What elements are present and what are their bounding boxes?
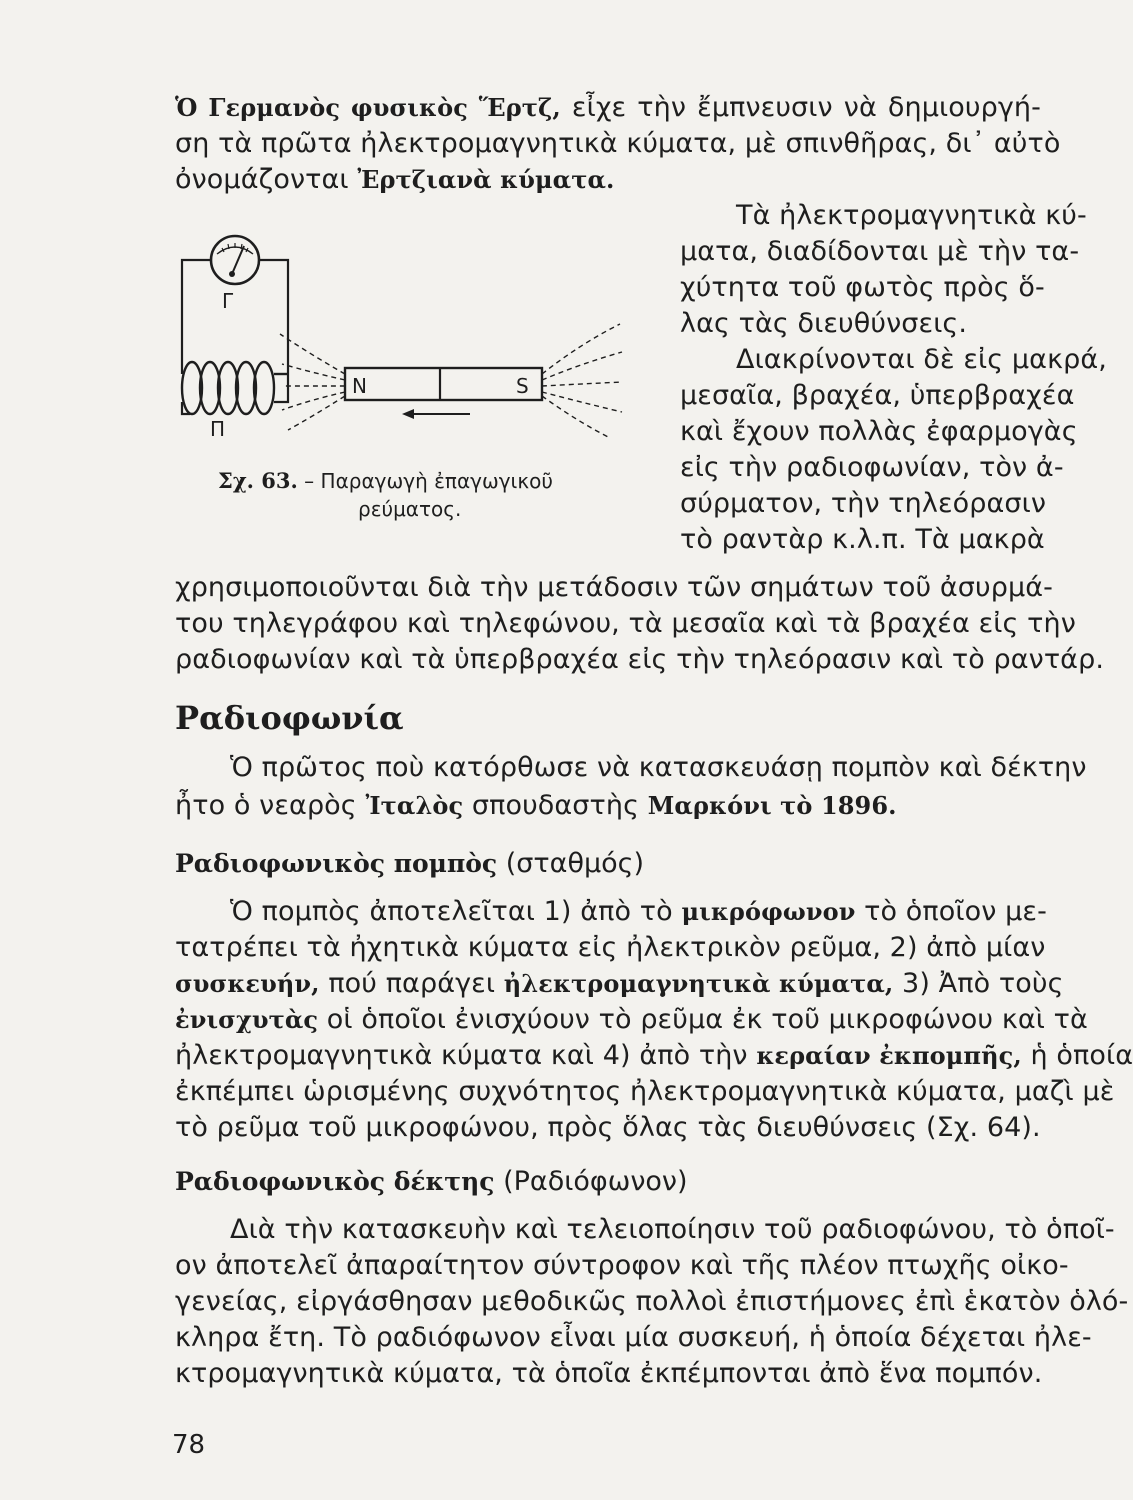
subsection-title-text: Ραδιοφωνικὸς πομπὸς [175, 849, 498, 878]
paragraph1-cont-line: ραδιοφωνίαν καὶ τὰ ὑπερβραχέα εἰς τὴν τηλεόρασιν καὶ τὸ ραντάρ. [175, 644, 1105, 675]
bold-phrase: Ἐρτζιανὰ κύματα. [357, 165, 615, 194]
text-run: ἦτο ὁ νεαρὸς [175, 790, 366, 821]
figure-caption-line2: ρεύματος. [358, 497, 462, 521]
paragraph3-line2: τατρέπει τὰ ἠχητικὰ κύματα εἰς ἠλεκτρικὸν ρεῦμα, 2) ἀπὸ μίαν [175, 932, 1046, 963]
text-run: ἡ ὁποία [1021, 1040, 1133, 1071]
bold-phrase: συσκευήν, [175, 969, 320, 998]
caption-label: Σχ. 63. [218, 468, 298, 493]
text-run: ἠλεκτρομαγνητικὰ κύματα καὶ 4) ἀπὸ τὴν [175, 1040, 757, 1071]
right-column-line: Διακρίνονται δὲ εἰς μακρά, [736, 344, 1107, 375]
subsection-title-receiver [175, 1164, 688, 1200]
magnet-north-label: Ν [352, 374, 367, 398]
galvanometer-icon [211, 236, 259, 284]
paragraph3-line6: ἐκπέμπει ὡρισμένης συχνότητος ἠλεκτρομαγνητικὰ κύματα, μαζὶ μὲ [175, 1076, 1115, 1107]
text-run: ὀνομάζονται [175, 164, 358, 195]
right-column-line: χύτητα τοῦ φωτὸς πρὸς ὅ- [680, 272, 1045, 303]
section-title: Ραδιοφωνία [175, 699, 404, 737]
figure-induction-diagram [170, 224, 650, 454]
paragraph3-line1 [230, 894, 1047, 930]
paragraph4-line: γενείας, εἰργάσθησαν μεθοδικῶς πολλοὶ ἐπιστήμονες ἐπὶ ἑκατὸν ὁλό- [175, 1286, 1129, 1317]
arrow-left-icon [402, 409, 470, 419]
right-column-line: καὶ ἔχουν πολλὰς ἐφαρμογὰς [680, 416, 1078, 447]
right-column-line: λας τὰς διευθύνσεις. [680, 308, 968, 339]
bold-phrase: κεραίαν ἐκπομπῆς, [756, 1041, 1022, 1070]
bold-phrase: ἠλεκτρομαγνητικὰ κύματα, [503, 969, 894, 998]
right-column-line: μεσαῖα, βραχέα, ὑπερβραχέα [680, 380, 1075, 411]
paragraph3-line4 [175, 1002, 1088, 1038]
subsection-title-text: Ραδιοφωνικὸς δέκτης [175, 1167, 495, 1196]
right-column-line: ματα, διαδίδονται μὲ τὴν τα- [680, 236, 1080, 267]
right-column-line: εἰς τὴν ραδιοφωνίαν, τὸν ἀ- [680, 452, 1064, 483]
figure-caption [218, 468, 553, 494]
paragraph2-line2 [175, 788, 897, 824]
page-number: 78 [172, 1430, 206, 1460]
paragraph1-cont-line: του τηλεγράφου καὶ τηλεφώνου, τὰ μεσαῖα καὶ τὰ βραχέα εἰς τὴν [175, 608, 1076, 639]
text-run: 3) Ἀπὸ τοὺς [893, 968, 1064, 999]
paragraph1-line2: ση τὰ πρῶτα ἠλεκτρομαγνητικὰ κύματα, μὲ σπινθῆρας, δι᾽ αὐτὸ [175, 128, 1061, 159]
paragraph3-line7: τὸ ρεῦμα τοῦ μικροφώνου, πρὸς ὅλας τὰς διευθύνσεις (Σχ. 64). [175, 1112, 1041, 1143]
right-column-line: τὸ ραντὰρ κ.λ.π. Τὰ μακρὰ [680, 524, 1045, 555]
magnet-south-label: S [516, 374, 529, 398]
paragraph4-line: Διὰ τὴν κατασκευὴν καὶ τελειοποίησιν τοῦ ραδιοφώνου, τὸ ὁποῖ- [230, 1214, 1115, 1245]
text-run: εἶχε τὴν ἔμπνευσιν νὰ δημιουργή- [560, 92, 1041, 123]
text-run: Ὁ πομπὸς ἀποτελεῖται 1) ἀπὸ τὸ [230, 896, 682, 927]
right-column-line: Τὰ ἠλεκτρομαγνητικὰ κύ- [736, 200, 1087, 231]
paragraph4-line: κτρομαγνητικὰ κύματα, τὰ ὁποῖα ἐκπέμπονται ἀπὸ ἕνα πομπόν. [175, 1358, 1043, 1389]
paragraph4-line: κληρα ἔτη. Τὸ ραδιόφωνον εἶναι μία συσκευή, ἡ ὁποία δέχεται ἠλε- [175, 1322, 1092, 1353]
caption-text: – Παραγωγὴ ἐπαγωγικοῦ [297, 469, 553, 493]
right-column-line: σύρματον, τὴν τηλεόρασιν [680, 488, 1047, 519]
text-run: πού παράγει [319, 968, 504, 999]
bold-phrase: Ἰταλὸς [365, 791, 464, 820]
bold-phrase: Ὁ Γερμανὸς φυσικὸς Ἕρτζ, [175, 93, 561, 122]
bold-phrase: Μαρκόνι τὸ 1896. [647, 791, 897, 820]
paragraph1-line3 [175, 162, 615, 198]
text-run: οἱ ὁποῖοι ἐνισχύουν τὸ ρεῦμα ἐκ τοῦ μικροφώνου καὶ τὰ [318, 1004, 1088, 1035]
text-run: σπουδαστὴς [463, 790, 648, 821]
label-coil: Π [210, 417, 226, 441]
bar-magnet [345, 368, 542, 400]
paragraph1-cont-line: χρησιμοποιοῦνται διὰ τὴν μετάδοσιν τῶν σημάτων τοῦ ἀσυρμά- [175, 572, 1053, 603]
bold-phrase: μικρόφωνον [681, 897, 856, 926]
paragraph2-line1: Ὁ πρῶτος ποὺ κατόρθωσε νὰ κατασκευάσῃ πομπὸν καὶ δέκτην [230, 752, 1087, 783]
paragraph1-line1 [175, 90, 1041, 126]
subsection-title-transmitter [175, 846, 644, 882]
subsection-title-paren: (Ραδιόφωνον) [494, 1166, 688, 1197]
subsection-title-paren: (σταθμός) [497, 848, 645, 879]
coil-icon [182, 362, 288, 414]
paragraph3-line3 [175, 966, 1064, 1002]
paragraph4-line: ον ἀποτελεῖ ἀπαραίτητον σύντροφον καὶ τῆς πλέον πτωχῆς οἰκο- [175, 1250, 1069, 1281]
text-run: τὸ ὁποῖον με- [855, 896, 1047, 927]
label-galvanometer: Γ [222, 289, 234, 313]
paragraph3-line5 [175, 1038, 1133, 1074]
bold-phrase: ἐνισχυτὰς [175, 1005, 319, 1034]
